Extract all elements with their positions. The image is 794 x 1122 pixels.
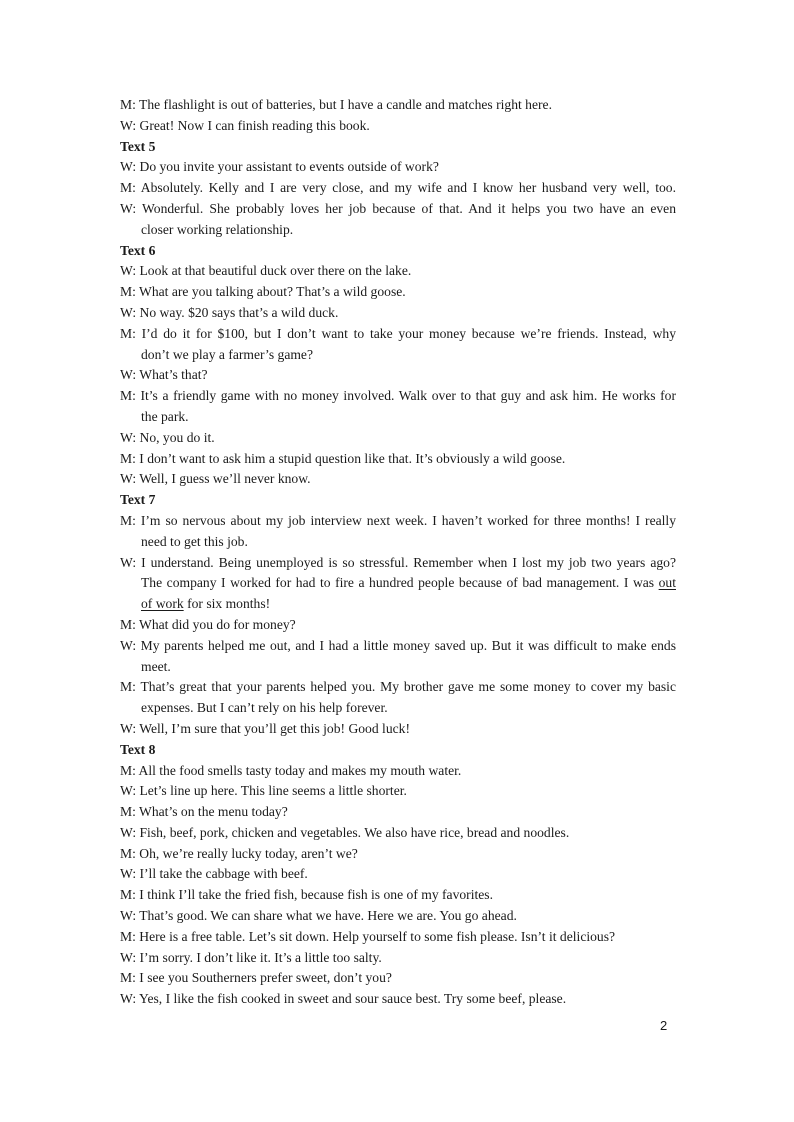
dialogue-line: W: Great! Now I can finish reading this book. [120,117,370,133]
dialogue-line: M: What are you talking about? That’s a wild goose. [120,284,406,300]
dialogue-line: W: My parents helped me out, and I had a little money saved up. But it was difficult to make ends [120,637,676,653]
dialogue-line: M: Here is a free table. Let’s sit down. Help yourself to some fish please. Isn’t it delicious? [120,928,616,944]
dialogue-line: W: That’s good. We can share what we have. Here we are. You go ahead. [120,908,517,924]
underlined-phrase: of work [141,596,184,612]
dialogue-line: W: No, you do it. [120,429,215,445]
dialogue-line-continuation: meet. [141,658,171,674]
dialogue-line: M: I don’t want to ask him a stupid question like that. It’s obviously a wild goose. [120,450,566,466]
dialogue-line: W: I’ll take the cabbage with beef. [120,866,308,882]
dialogue-line: W: Well, I guess we’ll never know. [120,471,311,487]
line-text: The company I worked for had to fire a hundred people because of bad management. I was [141,575,659,591]
dialogue-line: W: Well, I’m sure that you’ll get this job! Good luck! [120,720,410,736]
dialogue-line: W: Let’s line up here. This line seems a little shorter. [120,783,407,799]
dialogue-line-continuation: the park. [141,408,189,424]
dialogue-line: M: I think I’ll take the fried fish, because fish is one of my favorites. [120,887,493,903]
dialogue-line: M: What did you do for money? [120,616,296,632]
dialogue-line: M: Oh, we’re really lucky today, aren’t we? [120,845,358,861]
dialogue-line: M: All the food smells tasty today and makes my mouth water. [120,762,462,778]
page-number: 2 [660,1018,668,1033]
underlined-phrase: out [658,575,676,591]
dialogue-line-continuation: need to get this job. [141,533,248,549]
dialogue-line: M: Absolutely. Kelly and I are very close, and my wife and I know her husband very well, too. [120,180,676,196]
section-heading-text-8: Text 8 [120,741,156,757]
dialogue-line: M: I see you Southerners prefer sweet, don’t you? [120,970,392,986]
section-heading-text-5: Text 5 [120,138,156,154]
dialogue-line-continuation: expenses. But I can’t rely on his help forever. [141,700,388,716]
dialogue-line: M: That’s great that your parents helped you. My brother gave me some money to cover my basic [120,679,676,695]
dialogue-line: M: I’d do it for $100, but I don’t want to take your money because we’re friends. Instead, why [120,325,676,341]
dialogue-line: M: What’s on the menu today? [120,804,288,820]
dialogue-line-continuation: closer working relationship. [141,221,294,237]
document-body [120,95,676,1010]
dialogue-line: W: Do you invite your assistant to events outside of work? [120,159,439,175]
section-heading-text-6: Text 6 [120,242,156,258]
dialogue-line-continuation [120,573,676,594]
section-heading-text-7: Text 7 [120,492,156,508]
dialogue-line: M: I’m so nervous about my job interview next week. I haven’t worked for three months! I really [120,512,676,528]
dialogue-line: M: The flashlight is out of batteries, but I have a candle and matches right here. [120,97,552,112]
dialogue-line: W: I’m sorry. I don’t like it. It’s a little too salty. [120,949,382,965]
dialogue-line: W: What’s that? [120,367,208,383]
dialogue-line: M: It’s a friendly game with no money involved. Walk over to that guy and ask him. He works for [120,388,676,404]
dialogue-line: W: Wonderful. She probably loves her job because of that. And it helps you two have an even [120,200,676,216]
dialogue-line-continuation: don’t we play a farmer’s game? [141,346,313,362]
dialogue-line: W: No way. $20 says that’s a wild duck. [120,304,339,320]
dialogue-line: W: I understand. Being unemployed is so stressful. Remember when I lost my job two years ago? [120,554,676,570]
dialogue-line: W: Fish, beef, pork, chicken and vegetables. We also have rice, bread and noodles. [120,824,570,840]
dialogue-line: W: Yes, I like the fish cooked in sweet and sour sauce best. Try some beef, please. [120,991,567,1007]
line-text: for six months! [183,596,271,612]
dialogue-line-continuation [120,594,676,615]
dialogue-line: W: Look at that beautiful duck over there on the lake. [120,263,412,279]
